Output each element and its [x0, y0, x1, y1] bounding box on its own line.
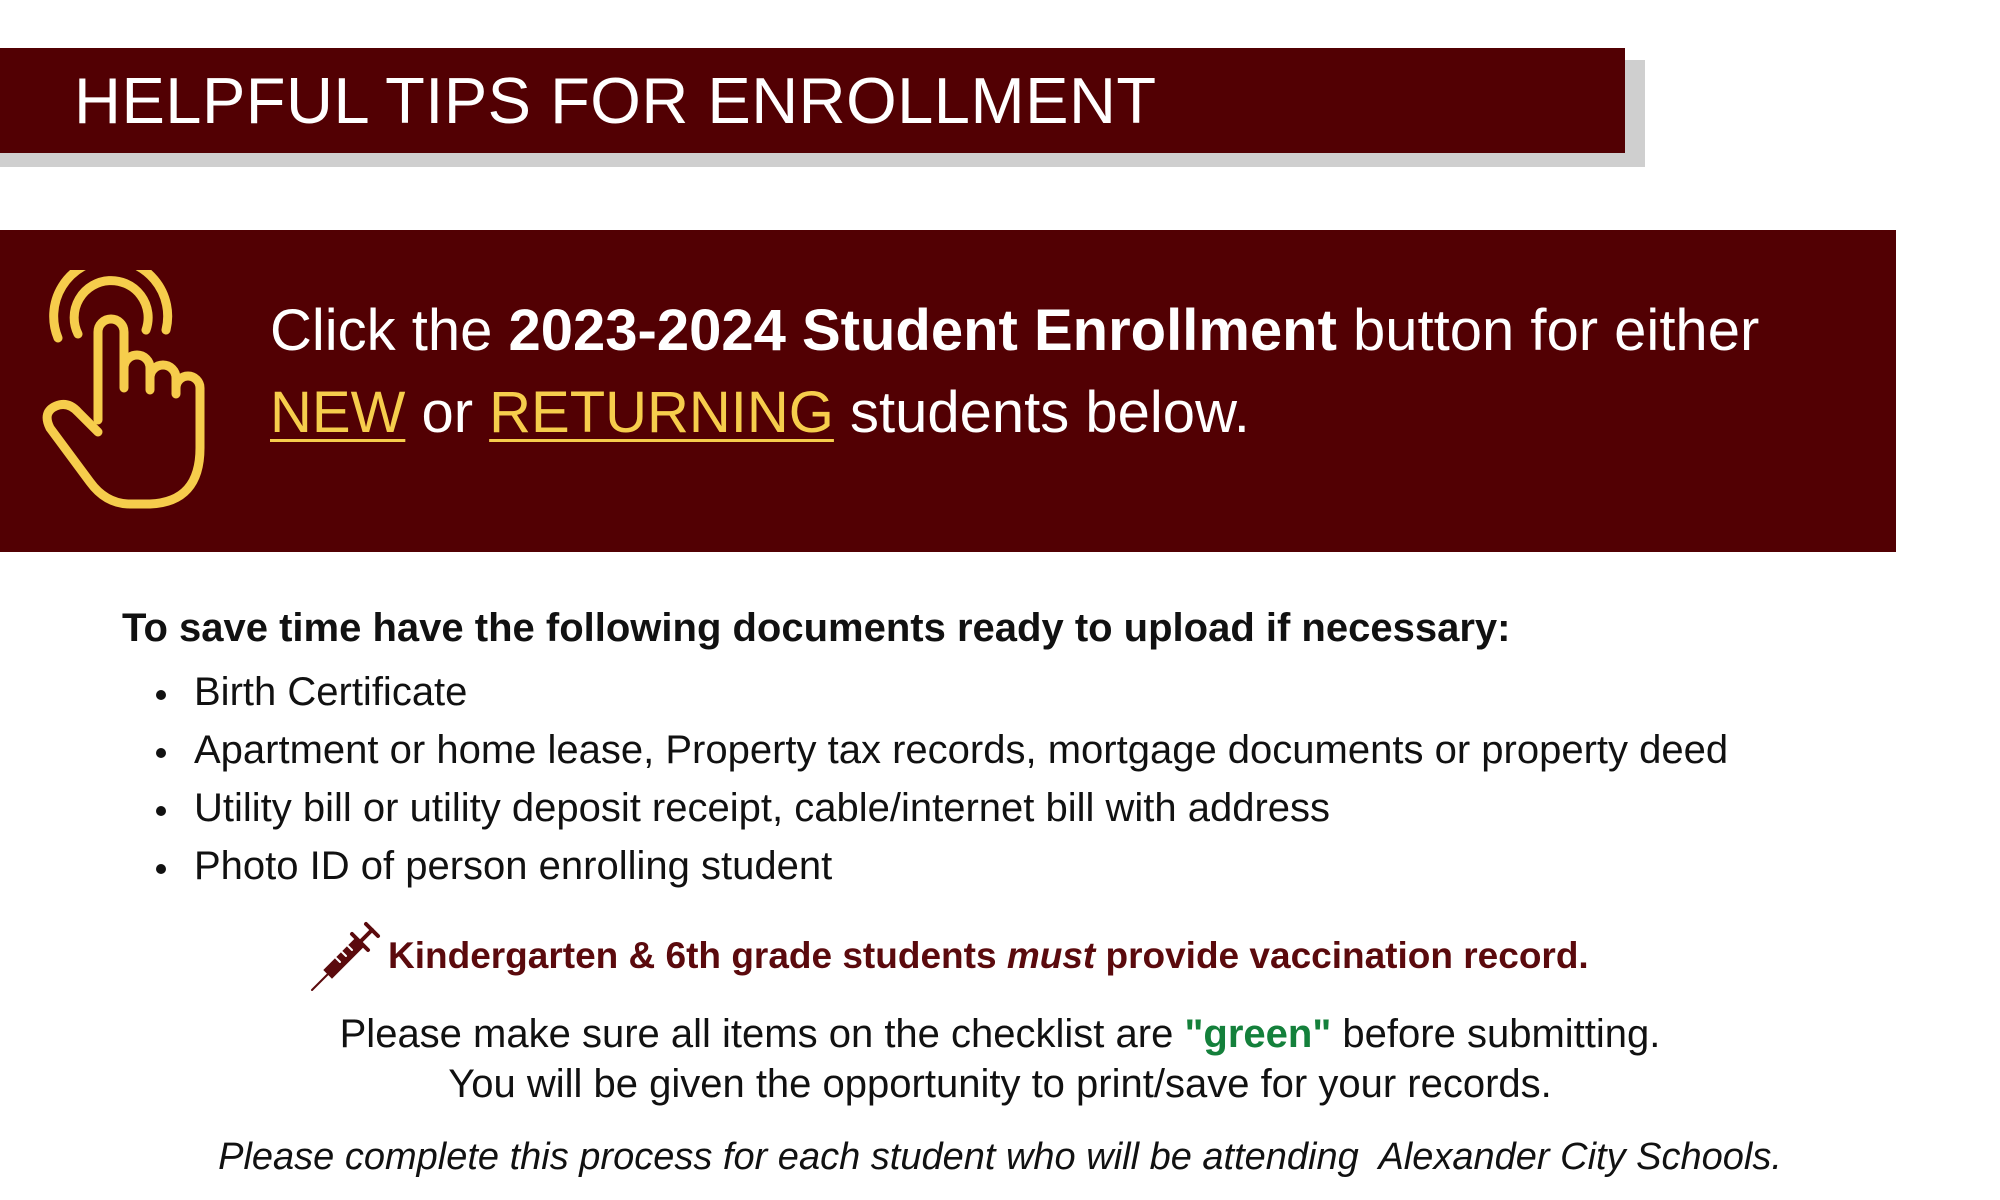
vaccination-emphasis: must — [1006, 935, 1096, 976]
enrollment-year-label: 2023-2024 Student Enrollment — [508, 298, 1337, 363]
instruction-panel — [0, 230, 1896, 552]
page-title: HELPFUL TIPS FOR ENROLLMENT — [74, 64, 1157, 137]
vaccination-text — [388, 935, 1589, 977]
green-keyword: "green" — [1184, 1012, 1332, 1056]
list-item: Apartment or home lease, Property tax records, mortgage documents or property deed — [148, 721, 1728, 779]
new-students-link[interactable]: NEW — [270, 380, 406, 445]
enrollment-instruction — [270, 290, 1870, 454]
syringe-icon — [308, 918, 384, 994]
documents-list — [148, 663, 1728, 895]
instruction-or: or — [405, 380, 490, 445]
instruction-suffix: button for either — [1336, 298, 1760, 363]
instruction-end: students below. — [833, 380, 1250, 445]
vaccination-prefix: Kindergarten & 6th grade students — [388, 935, 1007, 976]
checklist-note-line2: You will be given the opportunity to print/save for your records. — [448, 1062, 1552, 1106]
checklist-suffix: before submitting. — [1331, 1012, 1661, 1056]
list-item: Photo ID of person enrolling student — [148, 837, 1728, 895]
vaccination-suffix: provide vaccination record. — [1095, 935, 1589, 976]
header-banner — [0, 48, 1625, 153]
instruction-prefix: Click the — [270, 298, 509, 363]
vaccination-notice — [308, 918, 1589, 994]
documents-heading: To save time have the following documents ready to upload if necessary: — [122, 606, 1511, 650]
closing-note: Please complete this process for each student who will be attending Alexander City Schools. — [218, 1136, 1782, 1178]
checklist-prefix: Please make sure all items on the checklist are — [339, 1012, 1185, 1056]
returning-students-link[interactable]: RETURNING — [489, 380, 834, 445]
list-item: Birth Certificate — [148, 663, 1728, 721]
checklist-note-line1 — [0, 1012, 2000, 1057]
list-item: Utility bill or utility deposit receipt, cable/internet bill with address — [148, 779, 1728, 837]
hand-tap-icon — [38, 270, 208, 510]
